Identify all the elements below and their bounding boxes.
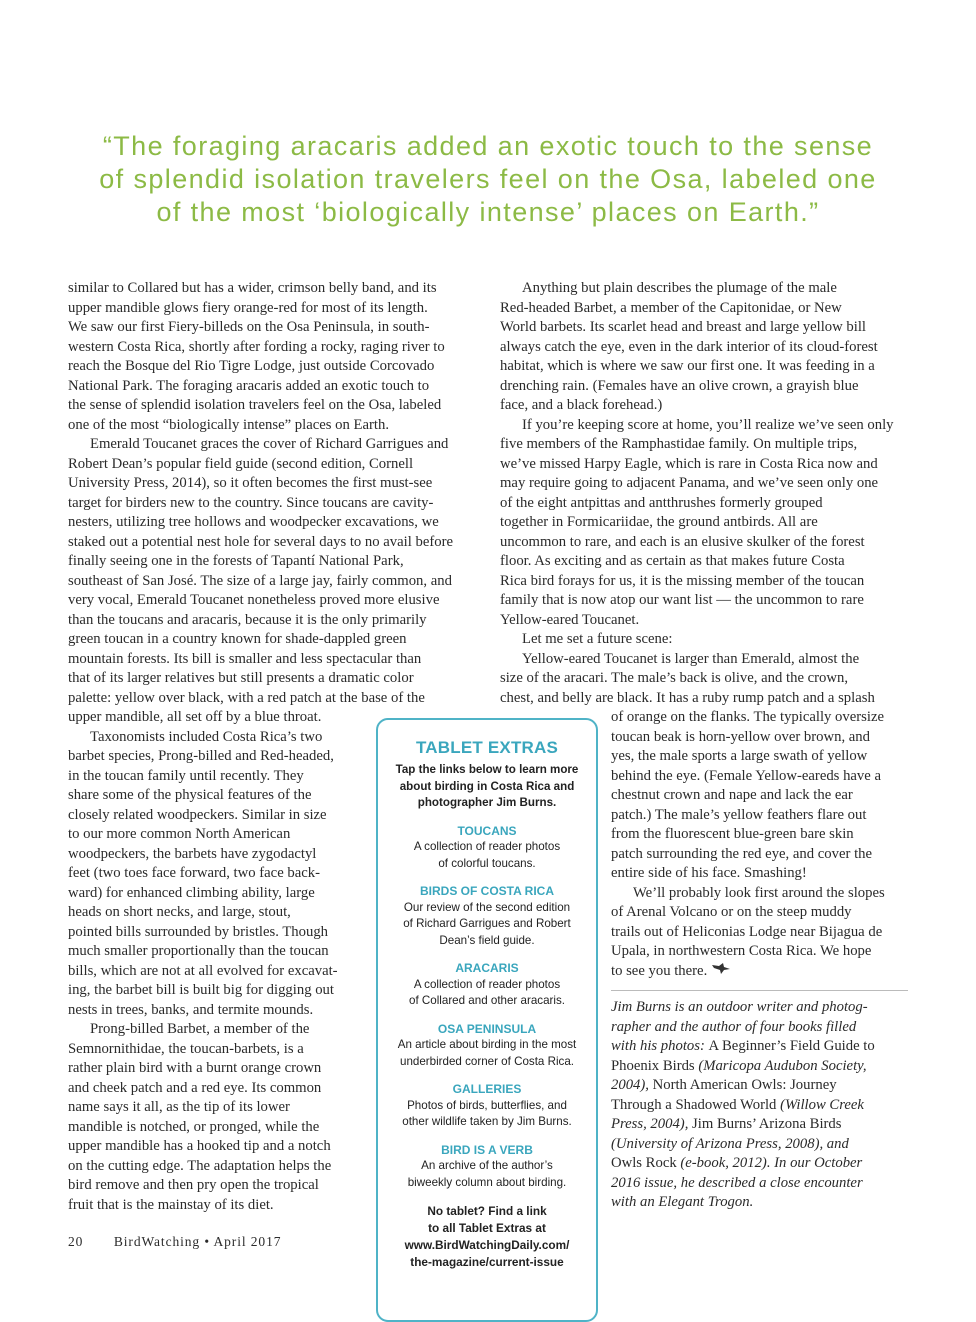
text-line: western Costa Rica, shortly after fording a rocky, raging river to: [68, 338, 445, 355]
bio-line: [611, 1096, 911, 1116]
bio-line: [611, 1018, 911, 1038]
sidebar-link-desc: An article about birding in the most: [397, 1038, 577, 1051]
pull-quote-line: of splendid isolation travelers feel on the Osa, labeled one: [99, 164, 877, 194]
sidebar-link-desc: of Collared and other aracaris.: [409, 994, 565, 1007]
text-line: feet (two toes face forward, two face back-: [68, 865, 320, 881]
bio-divider: [611, 990, 908, 991]
text-line: Prong-billed Barbet, a member of the: [90, 1021, 310, 1037]
text-line: bills, which are not at all evolved for excavat-: [68, 962, 338, 979]
text-line: Taxonomists included Costa Rica’s two: [90, 728, 323, 745]
text-line: We saw our first Fiery-billeds on the Osa Peninsula, in south-: [68, 319, 430, 335]
text-line: staked out a potential nest hole for several days to no avail before: [68, 533, 454, 550]
text-line: upper mandible glows fiery orange-red for most of its length.: [68, 299, 428, 316]
sidebar-link-aracaris[interactable]: [378, 960, 596, 1010]
text-line: heads on short necks, and large, stout,: [68, 904, 291, 920]
bio-text: (e-book, 2012). In our October: [676, 1155, 863, 1171]
sidebar-link-desc: biweekly column about birding.: [407, 1175, 567, 1189]
text-line: Emerald Toucanet graces the cover of Richard Garrigues and: [90, 436, 449, 452]
sidebar-link-osa-peninsula[interactable]: [378, 1021, 596, 1071]
bio-line: [611, 998, 911, 1018]
text-line: University Press, 2014), so it often becomes the first must-see: [68, 475, 433, 491]
sidebar-link-desc: underbirded corner of Costa Rica.: [400, 1054, 574, 1068]
sidebar-link-heading[interactable]: BIRD IS A VERB: [441, 1142, 533, 1157]
sidebar-link-heading[interactable]: GALLERIES: [452, 1082, 522, 1096]
text-line: toucan beak is horn-yellow over brown, and: [611, 728, 870, 745]
text-line: trails out of Heliconias Lodge near Bijagua de: [611, 923, 883, 940]
text-line: mandible is notched, or pronged, while the: [68, 1118, 320, 1135]
text-line: nests in trees, banks, and termite mounds.: [68, 1001, 314, 1018]
book-title: Owls Rock: [611, 1155, 677, 1171]
text-line: we’ve missed Harpy Eagle, which is rare in Costa Rica now and: [500, 455, 878, 472]
text-line: mountain forests. Its bill is smaller and less spectacular than: [68, 650, 422, 667]
text-line: of Arenal Volcano or on the steep muddy: [611, 904, 852, 920]
text-line: uncommon to rare, and each is an elusive skulker of the forest: [500, 533, 865, 550]
sidebar-footer-link[interactable]: the-magazine/current-issue: [410, 1255, 564, 1269]
bio-text: Jim Burns is an outdoor writer and photog-: [611, 999, 868, 1015]
text-line: woodpeckers, the barbets have zygodactyl: [68, 845, 317, 862]
text-line: very vocal, Emerald Toucanet nonetheless proved more elusive: [68, 592, 440, 608]
text-line: pointed bills surrounded by bristles. Though: [68, 923, 329, 940]
sidebar-footer[interactable]: [378, 1203, 596, 1271]
text-line: Rica bird forays for us, it is the missing member of the toucan: [500, 572, 865, 589]
sidebar-footer-line: to all Tablet Extras at: [428, 1221, 546, 1235]
text-line: ward) for enhanced climbing ability, large: [68, 884, 315, 901]
text-line: If you’re keeping score at home, you’ll realize we’ve seen only: [522, 416, 894, 433]
text-line: drenching rain. (Females have an olive crown, a grayish blue: [500, 377, 859, 394]
sidebar-footer-line: No tablet? Find a link: [427, 1204, 547, 1218]
text-line: Let me set a future scene:: [522, 631, 673, 647]
text-line: fruit that is the mainstay of its diet.: [68, 1196, 274, 1213]
text-line: target for birders new to the country. Since toucans are cavity-: [68, 494, 434, 511]
text-line: from the fluorescent blue-green bare skin: [611, 826, 854, 842]
book-title: A Beginner’s Field Guide to: [708, 1038, 875, 1054]
text-line: upper mandible, all set off by a blue throat.: [68, 709, 322, 725]
bio-text: (Maricopa Audubon Society,: [694, 1057, 867, 1074]
text-line: habitat, which is where we saw our first one. It was feeding in a: [500, 358, 875, 374]
bio-text: (University of Arizona Press, 2008), and: [611, 1135, 849, 1152]
bio-text: 2004),: [611, 1077, 653, 1093]
sidebar-intro-line: photographer Jim Burns.: [417, 796, 557, 809]
bio-line: [611, 1174, 911, 1194]
bio-line: [611, 1193, 911, 1213]
text-line: National Park. The foraging aracaris added an exotic touch to: [68, 377, 430, 394]
text-line: of orange on the flanks. The typically oversize: [611, 709, 884, 725]
book-title: Phoenix Birds: [611, 1057, 695, 1074]
bio-line: [611, 1135, 911, 1155]
sidebar-link-heading[interactable]: BIRDS OF COSTA RICA: [420, 884, 554, 898]
text-line: yes, the male sports a large swath of yellow: [611, 748, 868, 764]
bio-text: rapher and the author of four books filled: [611, 1018, 857, 1035]
sidebar-link-desc: of colorful toucans.: [438, 856, 536, 870]
page-number: 20: [68, 1234, 84, 1249]
sidebar-intro-line: Tap the links below to learn more: [395, 763, 579, 776]
sidebar-links: [378, 823, 596, 1192]
text-line: to our more common North American: [68, 826, 291, 842]
text-line: palette: yellow over black, with a red patch at the base of the: [68, 689, 425, 706]
sidebar-link-desc: Photos of birds, butterflies, and: [407, 1098, 567, 1112]
text-line: upper mandible has a hooked tip and a notch: [68, 1138, 331, 1154]
text-line: closely related woodpeckers. Similar in size: [68, 806, 327, 823]
text-line: We’ll probably look first around the slopes: [633, 884, 885, 901]
bio-line: [611, 1057, 911, 1077]
text-line: size of the aracari. The male’s back is olive, and the crown,: [500, 670, 849, 686]
bio-line: [611, 1154, 911, 1174]
text-line: nesters, utilizing tree hollows and woodpecker excavations, we: [68, 514, 439, 530]
text-line: may require going to adjacent Panama, and we’ve seen only one: [500, 475, 879, 491]
bio-text: 2016 issue, he described a close encounter: [611, 1174, 863, 1191]
bio-line: [611, 1037, 911, 1057]
text-line: behind the eye. (Female Yellow-eareds have a: [611, 767, 881, 784]
text-line: chest, and belly are black. It has a ruby rump patch and a splash: [500, 689, 875, 706]
sidebar-intro-line: about birding in Costa Rica and: [399, 779, 575, 793]
bird-icon: [711, 962, 731, 982]
text-line: than the toucans and aracaris, because it is the only primarily: [68, 611, 427, 628]
sidebar-link-desc: of Richard Garrigues and Robert: [403, 917, 571, 930]
pull-quote-line: of the most ‘biologically intense’ places on Earth.”: [156, 197, 820, 227]
book-title: North American Owls: Journey: [652, 1077, 837, 1093]
article-column-right-narrow: [611, 708, 911, 981]
bio-line: [611, 1115, 911, 1135]
text-line: southeast of San José. The size of a large jay, fairly common, and: [68, 572, 452, 589]
bio-text: with his photos:: [611, 1038, 709, 1054]
text-line: similar to Collared but has a wider, crimson belly band, and its: [68, 280, 437, 296]
text-line: reach the Bosque del Rio Tigre Lodge, just outside Corcovado: [68, 358, 435, 374]
sidebar-title: TABLET EXTRAS: [415, 738, 559, 757]
text-line: in the toucan family until recently. They: [68, 767, 304, 784]
text-line: chestnut crown and nape and lack the ear: [611, 787, 853, 803]
text-line: always catch the eye, even in the dark interior of its cloud-forest: [500, 338, 878, 355]
pull-quote: [70, 130, 906, 229]
text-line: rather plain bird with a burnt orange crown: [68, 1060, 322, 1076]
sidebar-link-heading[interactable]: ARACARIS: [455, 961, 519, 975]
sidebar-link-desc: Our review of the second edition: [403, 900, 571, 914]
author-bio: [611, 998, 911, 1213]
text-line: Red-headed Barbet, a member of the Capitonidae, or New: [500, 299, 842, 316]
bio-text: Press, 2004),: [611, 1116, 693, 1132]
sidebar-link-heading[interactable]: OSA PENINSULA: [437, 1021, 537, 1036]
sidebar-link-desc: A collection of reader photos: [413, 977, 561, 991]
sidebar-link-heading[interactable]: TOUCANS: [457, 823, 517, 838]
text-line: floor. As exciting and as certain as that makes future Costa: [500, 553, 845, 569]
text-line: Semnornithidae, the toucan-barbets, is a: [68, 1040, 304, 1057]
sidebar-link-desc: Dean’s field guide.: [439, 933, 535, 947]
text-line: finally seeing one in the forests of Tapantí National Park,: [68, 553, 404, 569]
sidebar-link-desc: A collection of reader photos: [413, 840, 561, 853]
text-line: Yellow-eared Toucanet is larger than Emerald, almost the: [522, 650, 860, 667]
text-line: together in Formicariidae, the ground antbirds. All are: [500, 514, 818, 530]
sidebar-link-desc: An archive of the author’s: [421, 1159, 553, 1172]
sidebar-link-toucans[interactable]: [378, 823, 596, 873]
text-line: one of the most “biologically intense” places on Earth.: [68, 416, 389, 433]
page-footer: [68, 1234, 281, 1250]
text-line: Anything but plain describes the plumage of the male: [522, 280, 837, 296]
sidebar-link-galleries[interactable]: [378, 1081, 596, 1131]
text-line: World barbets. Its scarlet head and breast and large yellow bill: [500, 319, 867, 335]
book-title: Jim Burns’ Arizona Birds: [692, 1116, 842, 1132]
bio-text: with an Elegant Trogon.: [611, 1194, 754, 1210]
text-line: name says it all, as the tip of its lower: [68, 1099, 290, 1115]
text-line: bird remove and then pry open the tropical: [68, 1177, 319, 1193]
text-line: and cheek patch and a red eye. Its common: [68, 1079, 322, 1096]
text-line: entire side of his face. Smashing!: [611, 865, 807, 881]
text-line: share some of the physical features of the: [68, 787, 312, 803]
sidebar-intro: [378, 762, 596, 812]
text-line: face, and a black forehead.): [500, 397, 663, 413]
text-line: ing, the barbet bill is built big for digging out: [68, 982, 334, 998]
text-line: patch.) The male’s yellow feathers flare out: [611, 806, 867, 823]
text-line: on the cutting edge. The adaptation helps the: [68, 1157, 332, 1174]
text-line: of the eight antpittas and antthrushes formerly grouped: [500, 494, 823, 511]
publication-info: BirdWatching • April 2017: [113, 1234, 282, 1249]
tablet-extras-sidebar: [376, 718, 598, 1322]
sidebar-link-desc: other wildlife taken by Jim Burns.: [402, 1115, 572, 1128]
text-line: much smaller proportionally than the toucan: [68, 943, 329, 959]
sidebar-link-bird-is-a-verb[interactable]: [378, 1142, 596, 1192]
pull-quote-line: “The foraging aracaris added an exotic touch to the sense: [102, 131, 874, 161]
text-line: Upala, in northwestern Costa Rica. We hope: [611, 943, 872, 959]
text-line: to see you there.: [611, 962, 911, 982]
text-line: Yellow-eared Toucanet.: [500, 611, 640, 628]
text-line: family that is now atop our want list — the uncommon to rare: [500, 592, 864, 608]
text-line: five members of the Ramphastidae family. On multiple trips,: [500, 436, 858, 452]
text-line: patch surrounding the red eye, and cover the: [611, 845, 873, 862]
sidebar-footer-link[interactable]: www.BirdWatchingDaily.com/: [404, 1238, 570, 1252]
text-line: green toucan in a country known for shade-dappled green: [68, 631, 407, 647]
book-title: Through a Shadowed World: [611, 1096, 777, 1113]
article-column-right: [500, 279, 910, 708]
text-line: barbet species, Prong-billed and Red-headed,: [68, 748, 334, 764]
bio-text: (Willow Creek: [776, 1096, 864, 1113]
bio-line: [611, 1076, 911, 1096]
text-line: that of its larger relatives but still presents a dramatic color: [68, 670, 414, 686]
text-line: Robert Dean’s popular field guide (second edition, Cornell: [68, 455, 414, 472]
sidebar-link-birds-of-costa-rica[interactable]: [378, 883, 596, 949]
text-line: the sense of splendid isolation travelers feel on the Osa, labeled: [68, 397, 442, 413]
